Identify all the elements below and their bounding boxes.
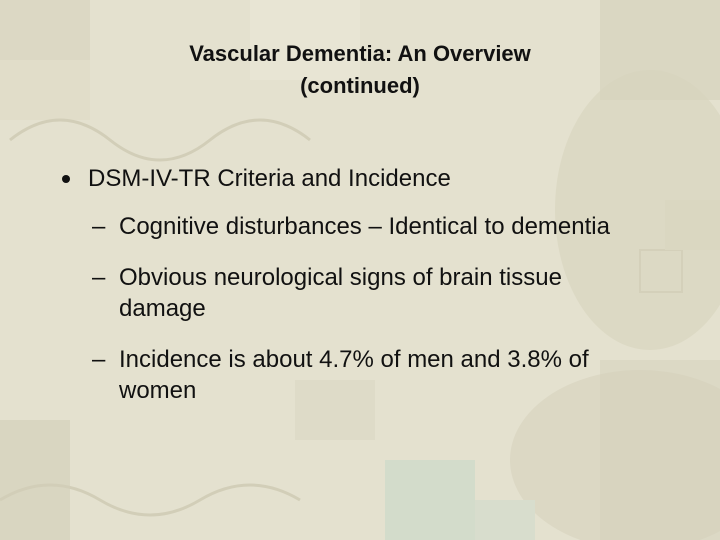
- sub-bullet-text: Obvious neurological signs of brain tissue damage: [119, 264, 562, 322]
- main-bullet: [64, 164, 664, 194]
- bullet-dot-icon: [62, 175, 70, 183]
- title-line-1: Vascular Dementia: An Overview: [189, 41, 531, 66]
- title-line-2: (continued): [300, 73, 420, 98]
- sub-bullet-text: Cognitive disturbances – Identical to dementia: [119, 213, 610, 240]
- sub-bullet-text: Incidence is about 4.7% of men and 3.8% of women: [119, 346, 589, 404]
- sub-bullet-item: [92, 344, 652, 406]
- main-bullet-text: DSM-IV-TR Criteria and Incidence: [88, 165, 451, 192]
- dash-icon: –: [92, 264, 106, 291]
- sub-bullet-item: [92, 211, 652, 242]
- slide-title: [60, 38, 660, 102]
- sub-bullet-list: [92, 211, 652, 426]
- dash-icon: –: [92, 213, 106, 240]
- dash-icon: –: [92, 346, 106, 373]
- sub-bullet-item: [92, 262, 652, 324]
